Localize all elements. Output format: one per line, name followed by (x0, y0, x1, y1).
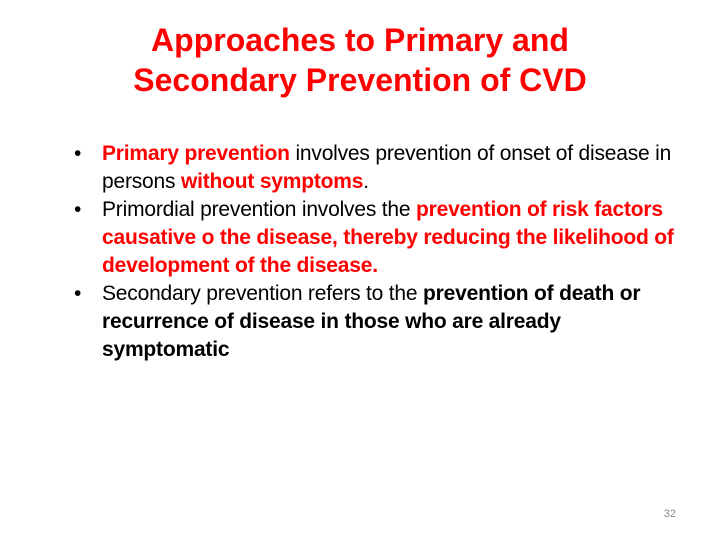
title-line-2: Secondary Prevention of CVD (133, 62, 587, 98)
bullet-list (74, 140, 674, 364)
bullet-text-segment: . (363, 170, 369, 193)
title-line-1: Approaches to Primary and (151, 22, 569, 58)
bullet-secondary-prevention (74, 280, 674, 364)
bullet-marker: • (74, 142, 82, 165)
bullet-text-segment: Secondary prevention refers to the (102, 282, 424, 305)
bullet-text-segment: Primary prevention (102, 142, 290, 165)
bullet-text-segment: prevention of death or recurrence of disease in those who are already symptomatic (102, 282, 641, 361)
page-number: 32 (663, 508, 676, 520)
bullet-text-segment: Primordial prevention involves the (102, 198, 416, 221)
bullet-text-segment: prevention of risk factors causative o the disease, thereby reducing the likelihood of development of the disease. (102, 198, 674, 277)
bullet-primordial-prevention (74, 196, 674, 280)
bullet-marker: • (74, 282, 82, 305)
slide-title (60, 20, 660, 100)
bullet-text-segment: involves prevention of onset of disease in persons (102, 142, 672, 193)
bullet-marker: • (74, 198, 82, 221)
bullet-text-segment: without symptoms (180, 170, 364, 193)
bullet-primary-prevention (74, 140, 674, 196)
